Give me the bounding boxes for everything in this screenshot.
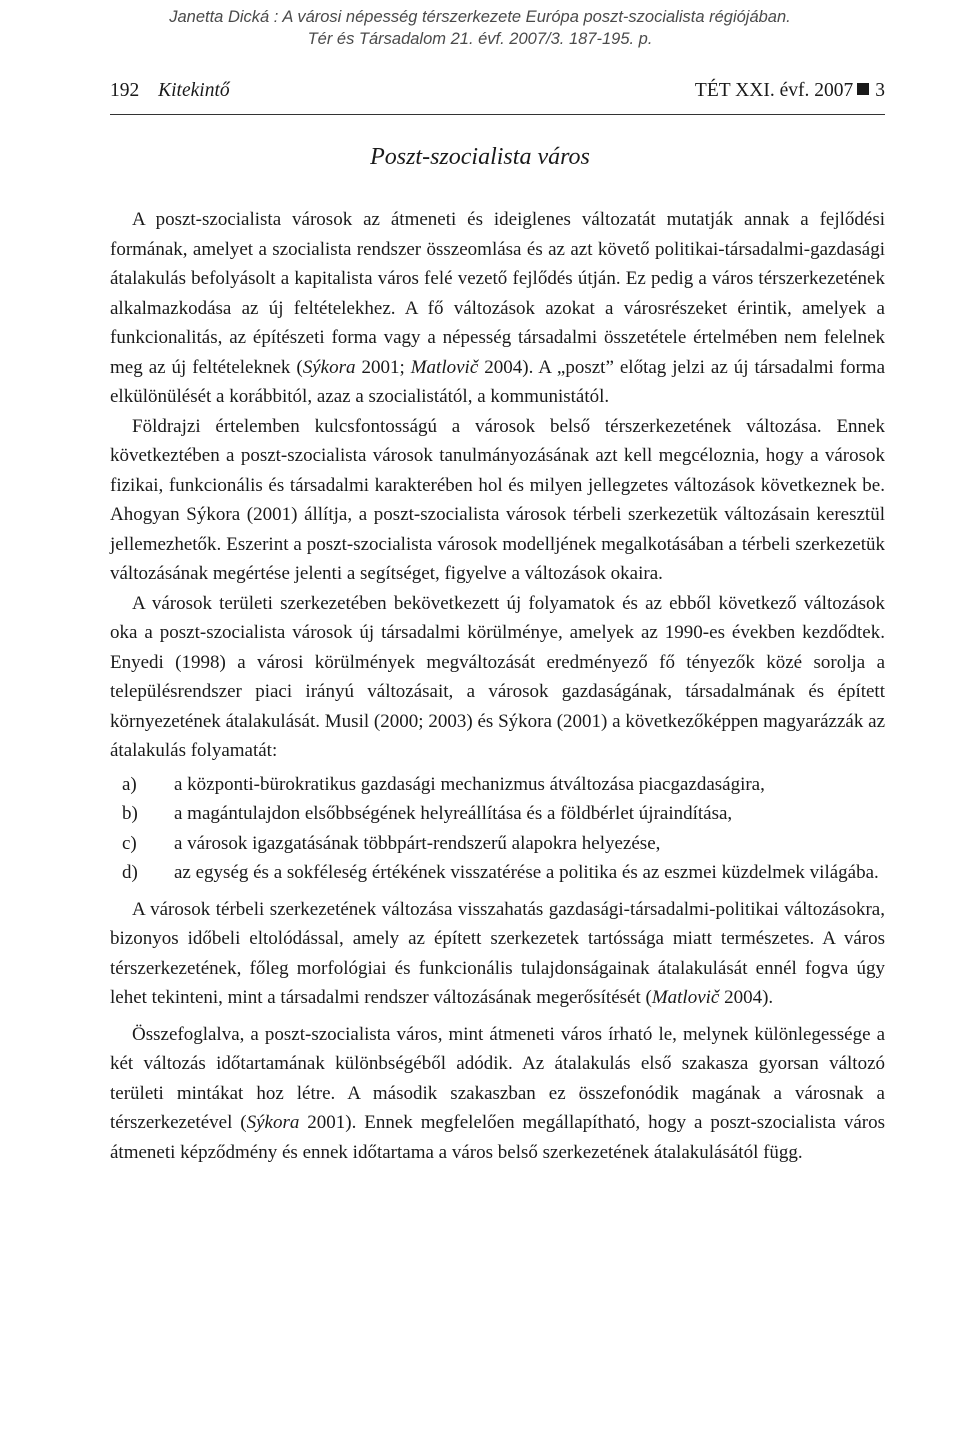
paragraph-5-text-b: 2001). Ennek megfelelően megállapítható, hogy a poszt-szocialista város átmeneti képződmény és ennek időtartama a város belső szerkezetének átalakulásától függ. (110, 1112, 885, 1163)
issue-number: 3 (875, 80, 885, 101)
list-item-text: a magántulajdon elsőbbségének helyreállítása és a földbérlet újraindítása, (174, 803, 733, 824)
paragraph-5-text-a: Összefoglalva, a poszt-szocialista város, mint átmeneti város írható le, melynek különlegessége a két változás időtartamának különbségéből adódik. Az átalakulás első szakasza gyorsan változó területi mintákat hoz létre. A második szakaszban ez összefonódik magának a városnak a térszerkezetével ( (110, 1023, 885, 1133)
factor-list (110, 770, 885, 888)
citation-matlovic: Matlovič (651, 987, 720, 1008)
page-number: 192 (110, 80, 140, 101)
section-name: Kitekintő (158, 80, 230, 101)
paragraph-4-text-a: A városok térbeli szerkezetének változása visszahatás gazdasági-társadalmi-politikai változásokra, bizonyos időbeli eltolódással, amely az épített szerkezetek tartóssága miatt természetes. A város térszerkezetének, főleg morfológiai és funkcionális tulajdonságainak átalakulását ennél fogva úgy lehet tekinteni, mint a társadalmi rendszer változásának megerősítését ( (110, 898, 885, 1008)
list-item-text: az egység és a sokféleség értékének visszatérése a politika és az eszmei küzdelmek világába. (174, 862, 879, 883)
citation-sykora: Sýkora (246, 1112, 300, 1133)
section-title: Poszt-szocialista város (370, 144, 590, 170)
paragraph-4-text-b: 2004). (719, 987, 774, 1008)
list-marker: c) (122, 832, 137, 854)
paragraph-5 (110, 1020, 885, 1168)
citation-line-2: Tér és Társadalom 21. évf. 2007/3. 187-195. p. (307, 30, 653, 48)
list-marker: a) (122, 773, 137, 795)
citation-matlovic: Matlovič (410, 356, 479, 378)
list-marker: d) (122, 862, 138, 883)
list-item (110, 799, 885, 829)
paragraph-1-text-a: A poszt-szocialista városok az átmeneti és ideiglenes változatát mutatják annak a fejlődési formának, amelyet a szocialista rendszer összeomlása és az azt követő politikai-társadalmi-gazdasági átalakulás befolyásolt a kapitalista város felé vezető fejlődés útján. Ez pedig a város térszerkezetének alkalmazkodása az új feltételekhez. A fő változások azokat a városrészeket érintik, amelyek a funkcionalitás, az építészeti forma vagy a népesség társadalmi összetétele értelmében nem felelnek meg az új feltételeknek ( (110, 209, 885, 378)
list-item (110, 770, 885, 800)
list-item-text: a városok igazgatásának többpárt-rendszerű alapokra helyezése, (174, 832, 661, 854)
paragraph-1-text-b: 2001; (355, 356, 411, 378)
paragraph-4 (110, 895, 885, 1013)
paragraph-1-text-c: 2004). A „poszt” előtag jelzi az új társadalmi forma elkülönülését a korábbitól, azaz a szocialistától, a kommunistától. (110, 356, 886, 407)
paragraph-1 (110, 205, 885, 412)
list-item (110, 858, 885, 888)
journal-volume: TÉT XXI. évf. 2007 (694, 80, 854, 101)
source-citation (0, 6, 960, 50)
running-head-right (695, 80, 885, 102)
running-head-left (110, 80, 230, 102)
running-head (110, 78, 885, 115)
paragraph-3: A városok területi szerkezetében bekövetkezett új folyamatok és az ebből következő változások oka a poszt-szocialista városok új társadalmi körülménye, amelyek az 1990-es években kezdődtek. Enyedi (1998) a városi körülmények megváltozását eredményező fő tényezők közé sorolja a településrendszer piaci irányú változásait, a városok gazdaságának, társadalmának és épített környezetének átalakulását. Musil (2000; 2003) és Sýkora (2001) a következőképpen magyarázzák az átalakulás folyamatát: (110, 592, 885, 761)
citation-line-1: Janetta Dická : A városi népesség térszerkezete Európa poszt-szocialista régiójában. (169, 8, 791, 26)
paragraph-2: Földrajzi értelemben kulcsfontosságú a városok belső térszerkezetének változása. Ennek következtében a poszt-szocialista városok tanulmányozásának azt kell megcéloznia, hogy a városok fizikai, funkcionális és társadalmi karakterében hol és milyen jellegzetes változások következnek be. Ahogyan Sýkora (2001) állítja, a poszt-szocialista városok térbeli szerkezetük változásain keresztül jellemezhetők. Eszerint a poszt-szocialista városok modelljének megalkotásában a térbeli szerkezetük változásának megértése jelenti a segítséget, figyelve a változások okaira. (110, 415, 885, 584)
citation-sykora: Sýkora (302, 356, 356, 378)
list-marker: b) (122, 803, 138, 824)
body-text (110, 205, 885, 1167)
square-bullet-icon (857, 83, 869, 95)
list-item (110, 829, 885, 859)
list-item-text: a központi-bürokratikus gazdasági mechanizmus átváltozása piacgazdaságira, (174, 773, 765, 795)
